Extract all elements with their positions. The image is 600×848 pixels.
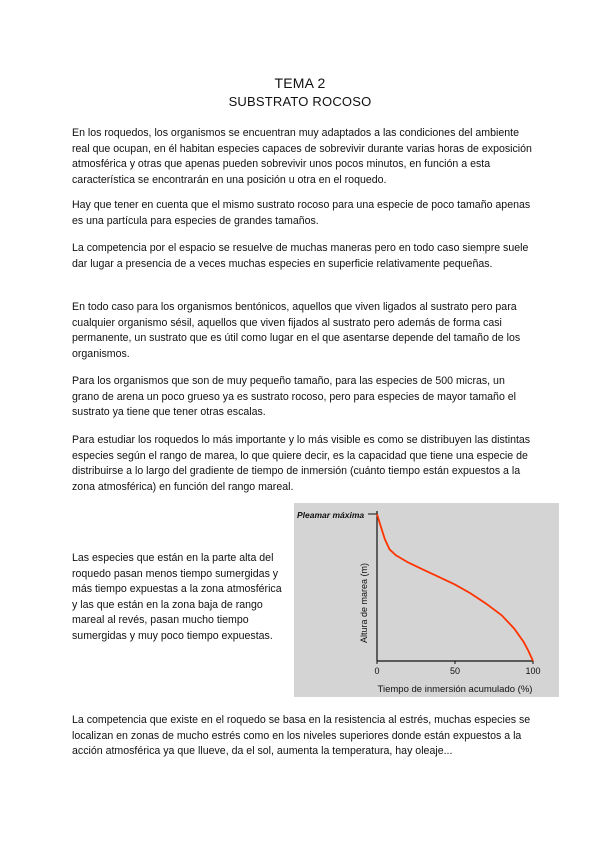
paragraph-2: Hay que tener en cuenta que el mismo sustrato rocoso para una especie de poco tamaño apenas es una partícula para especies de grandes tamaños. [72, 199, 531, 227]
side-paragraph: Las especies que están en la parte alta del roquedo pasan menos tiempo sumergidas y más tiempo expuestas a la zona atmosférica y las que están en la zona baja de rango mareal al revés, pasan mucho tiempo sumergidas y muy poco tiempo expuestas. [72, 552, 282, 642]
x-tick-label-0: 0 [374, 666, 380, 676]
page-subtitle: SUBSTRATO ROCOSO [228, 94, 372, 109]
immersion-chart [294, 503, 559, 697]
chart-canvas [294, 503, 559, 697]
paragraph-5: Para los organismos que son de muy pequeño tamaño, para las especies de 500 micras, un grano de arena un poco grueso ya es sustrato rocoso, pero para especies de mayor tamaño el sustrato ya tiene que tener otras escalas. [72, 375, 517, 419]
series-line [377, 514, 533, 661]
paragraph-4: En todo caso para los organismos bentónicos, aquellos que viven ligados al sustrato pero para cualquier organismo sésil, aquellos que viven fijados al sustrato pero además de forma casi permanente, un sustrato que es útil como lugar en el que asentarse depende del tamaño de los organismos. [72, 301, 521, 360]
paragraph-3: La competencia por el espacio se resuelve de muchas maneras pero en todo caso siempre suele dar lugar a presencia de a veces muchas especies en superficie relativamente pequeñas. [72, 242, 529, 270]
paragraph-1: En los roquedos, los organismos se encuentran muy adaptados a las condiciones del ambiente real que ocupan, en él habitan especies capaces de sobrevivir durante varias horas de exposición atmosférica y otras que apenas pueden sobrevivir unos pocos minutos, en función a esta característica se encontrarán en una posición u otra en el roquedo. [72, 127, 532, 186]
annotation-label: Pleamar máxima [297, 510, 365, 520]
paragraph-6: Para estudiar los roquedos lo más importante y lo más visible es como se distribuyen las distintas especies según el rango de marea, lo que quiere decir, es la capacidad que tiene una especie de distribuirse a lo largo del gradiente de tiempo de inmersión (cuánto tiempo están expuestos a la zona atmosférica) en función del rango mareal. [72, 434, 531, 493]
x-tick-label-50: 50 [449, 666, 461, 676]
final-paragraph: La competencia que existe en el roquedo se basa en la resistencia al estrés, muchas especies se localizan en zonas de mucho estrés como en los niveles superiores donde están expuestos a la acción atmosférica ya que llueve, da el sol, aumenta la temperatura, hay oleaje... [72, 714, 531, 758]
x-tick-label-100: 100 [525, 666, 541, 676]
x-axis-label: Tiempo de inmersión acumulado (%) [377, 684, 533, 695]
y-axis-label: Altura de marea (m) [359, 562, 369, 644]
page-title: TEMA 2 [274, 75, 326, 91]
